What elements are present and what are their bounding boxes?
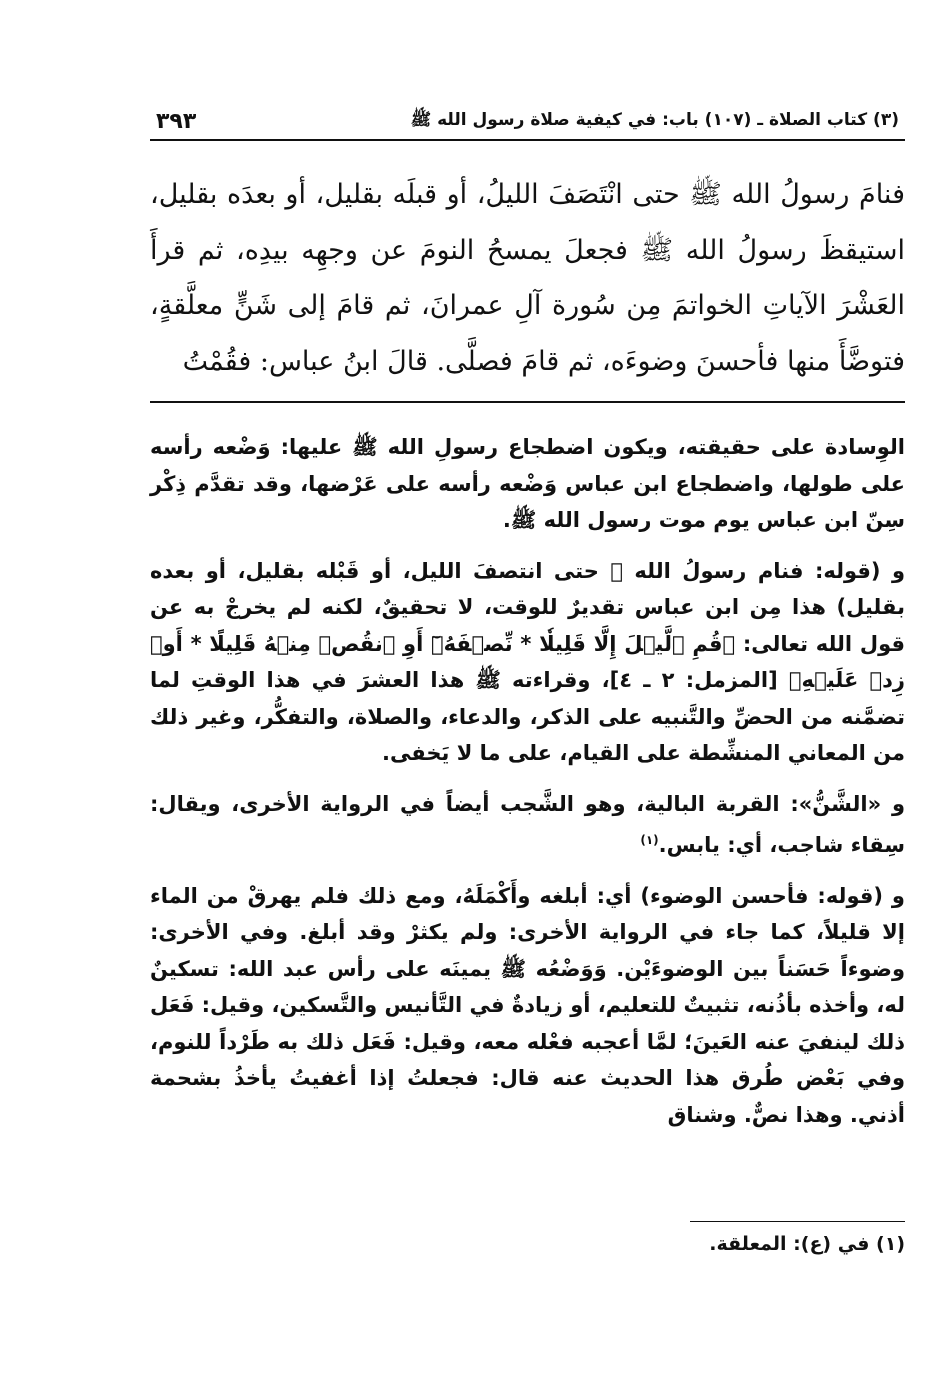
page-number: ٣٩٣: [156, 108, 197, 134]
running-header: [150, 103, 905, 141]
book-page: [150, 95, 905, 1335]
footnote: (١) في (ع): المعلقة.: [709, 1233, 905, 1255]
commentary-paragraph-4: و (قوله: فأحسن الوضوء) أي: أبلغه وأَكْمَلَهُ، ومع ذلك فلم يهرقْ من الماء إلا قليلاً، كما جاء في الرواية الأخرى: ولم يكثرْ وقد أبلغ. وفي الأخرى: وضوءاً حَسَناً بين الوضوءَيْن. وَوَضْعُه ﷺ يمينَه على رأس عبد الله: تسكينٌ له، وأخذه بأذُنه، تثبيتٌ للتعليم، أو زيادةٌ في التَّأنيس والتَّسكين، وقيل: فَعَل ذلك لينفيَ عنه العَينَ؛ لمَّا أعجبه فعْله معه، وقيل: فَعَل ذلك به طَرْداً للنوم، وفي بَعْض طُرق هذا الحديث عنه قال: فجعلتُ إذا أغفيتُ يأخذُ بشحمة أذني. وهذا نصٌّ. وشناق: [150, 883, 905, 1127]
hadith-paragraph: فنامَ رسولُ الله ﷺ حتى انْتَصَفَ الليلُ، أو قبلَه بقليل، أو بعدَه بقليل، استيقظَ رسولُ الله ﷺ فجعلَ يمسحُ النومَ عن وجهِه بيدِه، ثم قرأَ العَشْرَ الآياتِ الخواتمَ مِن سُورة آلِ عمرانَ، ثم قامَ إلى شَنٍّ معلَّقةٍ، فتوضَّأَ منها فأحسنَ وضوءَه، ثم قامَ فصلَّى. قالَ ابنُ عباس: فقُمْتُ: [150, 179, 905, 377]
section-divider: [150, 401, 905, 403]
commentary: [150, 429, 905, 1147]
commentary-paragraph-3-text: و «الشَّنُّ»: القربة البالية، وهو الشَّجب أيضاً في الرواية الأخرى، ويقال: سِقاء شاجب، أي: يابس.: [150, 791, 905, 857]
commentary-paragraph-2: و (قوله: فنام رسولُ الله ﷺ حتى انتصفَ الليل، أو قَبْله بقليل، أو بعده بقليل) هذا مِن ابن عباس تقديرٌ للوقت، لا تحقيقٌ، لكنه لم يخرجْ به عن قول الله تعالى: ﴿قُمِ ٱلَّيۡلَ إِلَّا قَلِيلٗا * نِّصۡفَهُۥٓ أَوِ ٱنقُصۡ مِنۡهُ قَلِيلًا * أَوۡ زِدۡ عَلَيۡهِ﴾ [المزمل: ٢ ـ ٤]، وقراءته ﷺ هذا العشرَ في هذا الوقتِ لما تضمَّنه من الحضِّ والتَّنبيه على الذكر، والدعاء، والصلاة، والتفكُّر، وغير ذلك من المعاني المنشِّطة على القيام، على ما لا يَخفى.: [150, 558, 905, 765]
commentary-paragraph-1: الوِسادة على حقيقته، ويكون اضطجاع رسولِ الله ﷺ عليها: وَضْعه رأسه على طولها، واضطجاع ابن عباس وَضْعه رأسه على عَرْضها، وقد تقدَّم ذِكْر سِنّ ابن عباس يوم موت رسول الله ﷺ.: [150, 435, 905, 532]
footnote-reference: (١): [640, 833, 659, 847]
footnote-divider: [690, 1221, 905, 1222]
hadith-text: [150, 167, 905, 389]
running-title: (٣) كتاب الصلاة ـ (١٠٧) باب: في كيفية صلاة رسول الله ﷺ: [410, 109, 899, 130]
commentary-paragraph-3: [150, 786, 905, 864]
